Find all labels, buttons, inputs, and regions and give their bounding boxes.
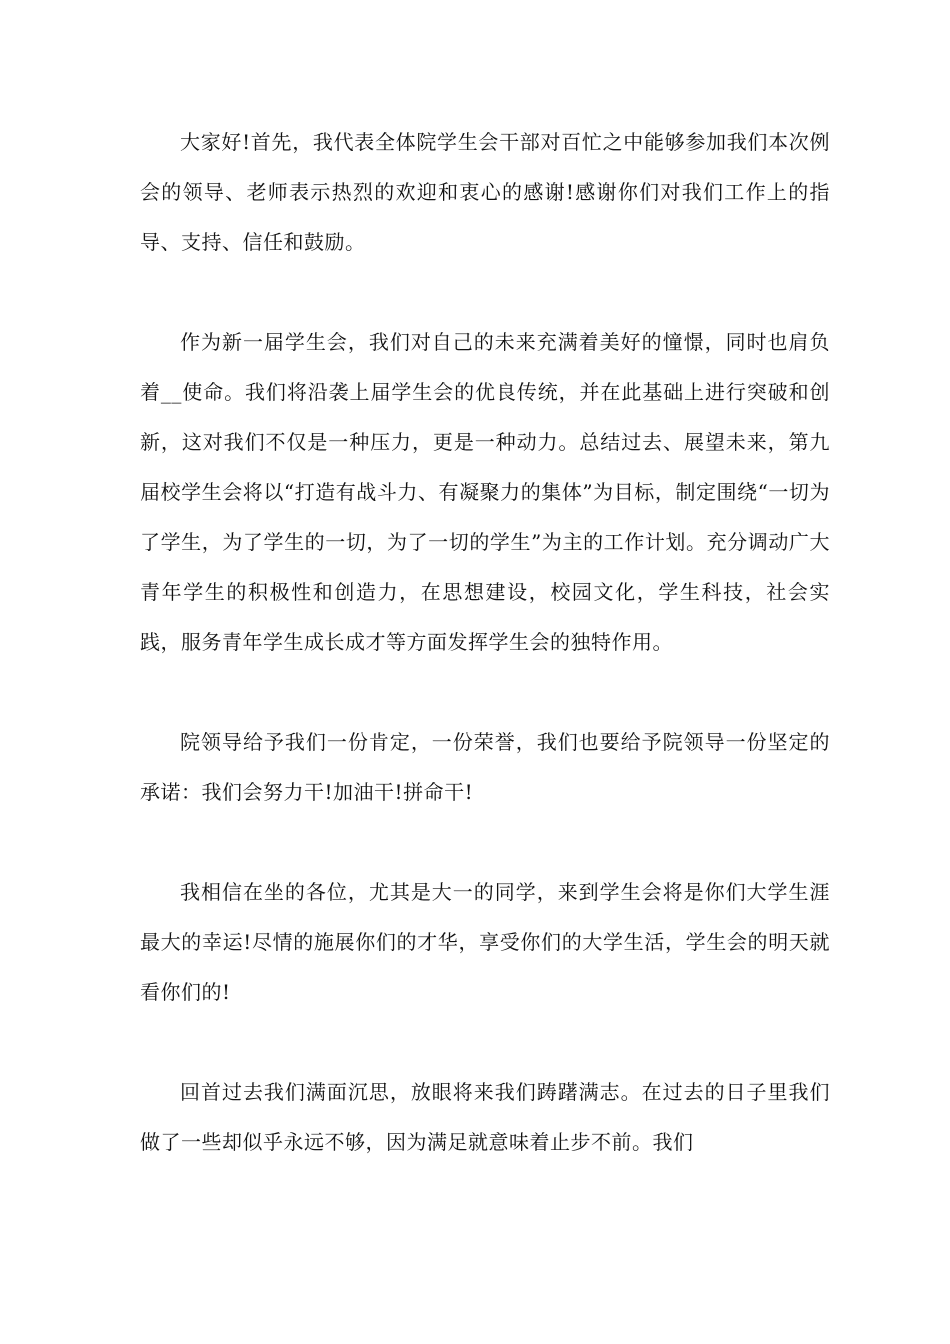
paragraph-greeting: 大家好!首先，我代表全体院学生会干部对百忙之中能够参加我们本次例会的领导、老师表示热烈的欢迎和衷心的感谢!感谢你们对我们工作上的指导、支持、信任和鼓励。 [140, 130, 830, 254]
paragraph-retrospect: 回首过去我们满面沉思，放眼将来我们踌躇满志。在过去的日子里我们做了一些却似乎永远不够，因为满足就意味着止步不前。我们 [140, 1080, 830, 1154]
paragraph-freshmen: 我相信在坐的各位，尤其是大一的同学，来到学生会将是你们大学生涯最大的幸运!尽情的施展你们的才华，享受你们的大学生活，学生会的明天就看你们的! [140, 880, 830, 1004]
document-body [140, 117, 830, 1167]
paragraph-promise: 院领导给予我们一份肯定，一份荣誉，我们也要给予院领导一份坚定的承诺：我们会努力干!加油干!拼命干! [140, 730, 830, 804]
paragraph-mission: 作为新一届学生会，我们对自己的未来充满着美好的憧憬，同时也肩负着__使命。我们将沿袭上届学生会的优良传统，并在此基础上进行突破和创新，这对我们不仅是一种压力，更是一种动力。总结过去、展望未来，第九届校学生会将以“打造有战斗力、有凝聚力的集体”为目标，制定围绕“一切为了学生，为了学生的一切，为了一切的学生”为主的工作计划。充分调动广大青年学生的积极性和创造力，在思想建设，校园文化，学生科技，社会实践，服务青年学生成长成才等方面发挥学生会的独特作用。 [140, 330, 830, 654]
